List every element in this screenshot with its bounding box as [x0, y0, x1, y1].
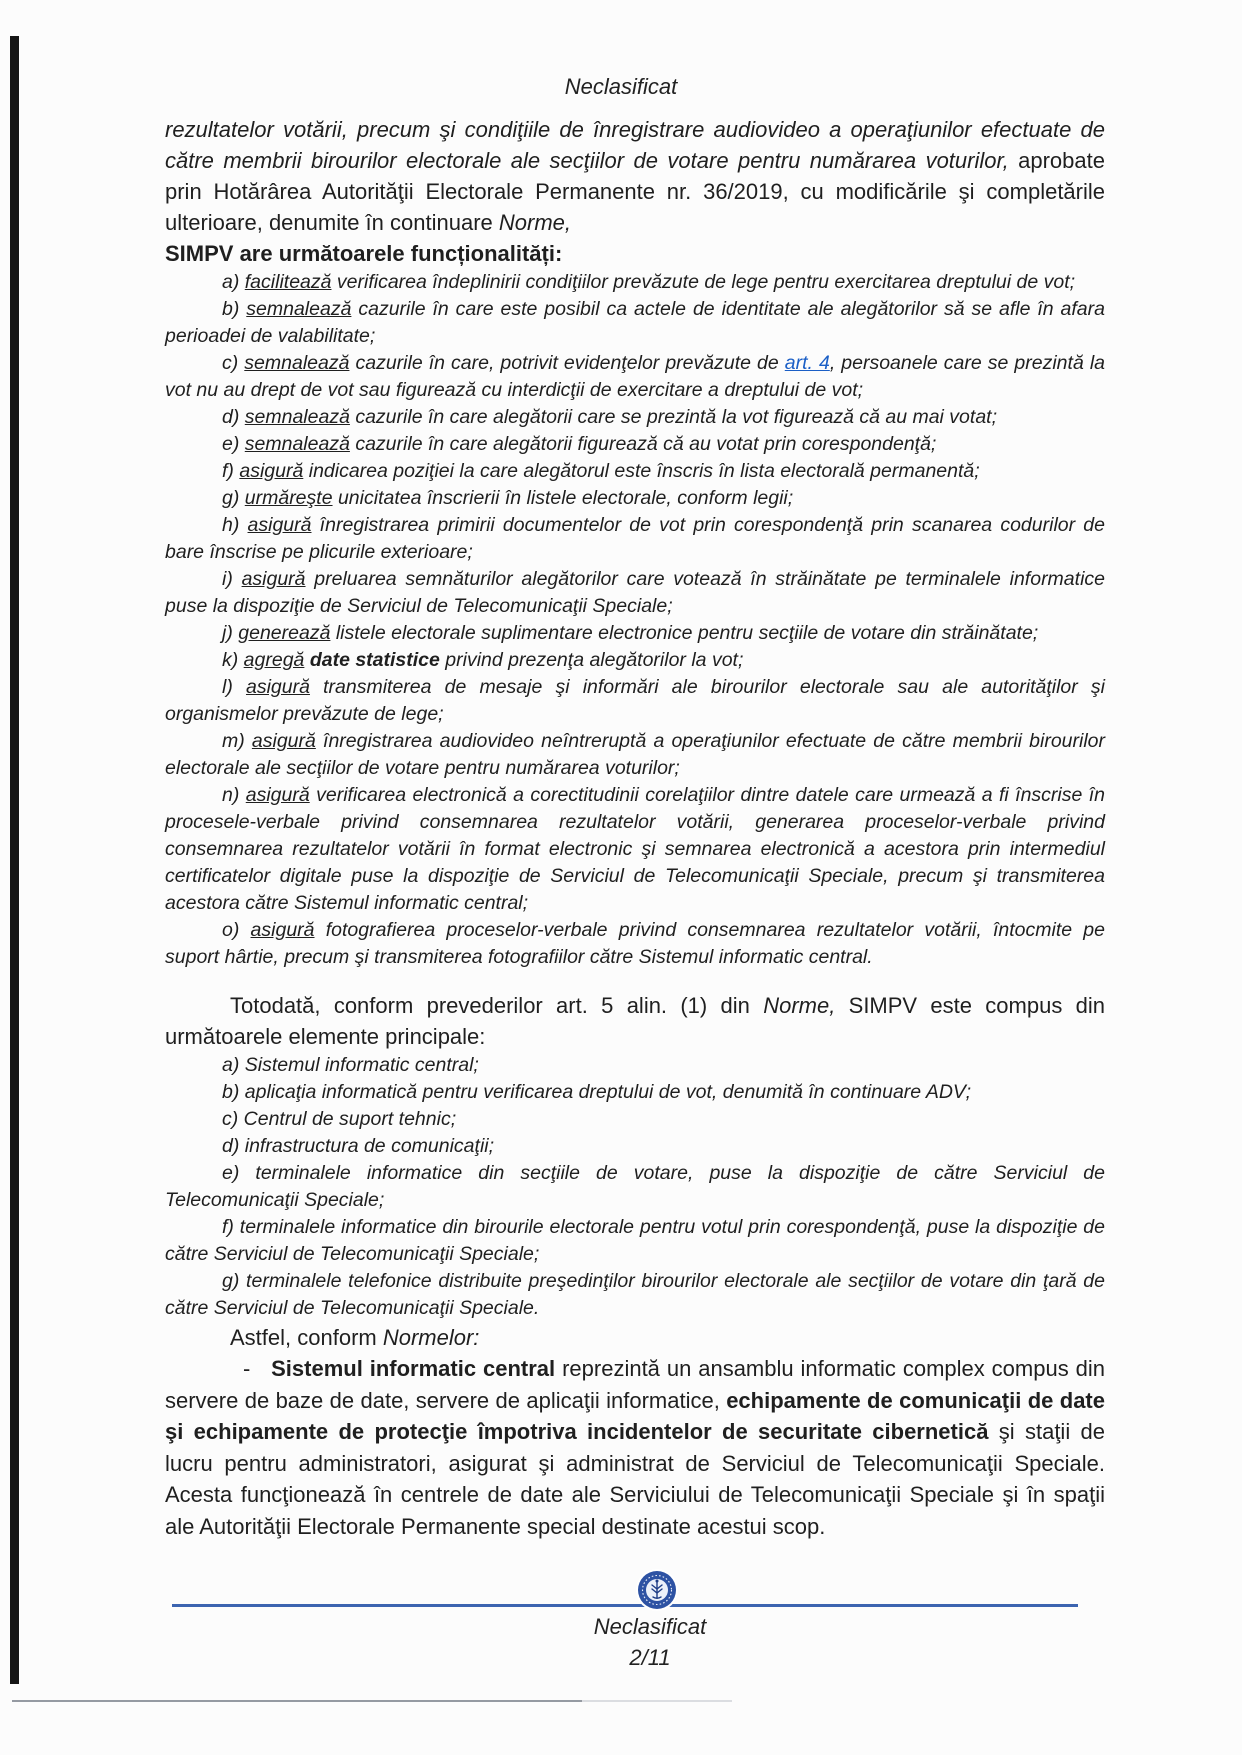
- text-run: unicitatea înscrierii în listele electorale, conform legii;: [332, 487, 794, 509]
- element-item-a: [165, 1052, 1105, 1079]
- text-run: verificarea electronică a corectitudinii corelaţiilor dintre datele care urmează a fi înscrise în procesele-verbale privind consemnarea rezultatelor votării, generarea proceselor-verbale privind consemnarea rezultatelor votării în format electronic şi semnarea electronică a acestora prin intermediul certificatelor digitale puse la dispoziţie de Serviciul de Telecomunicaţii Speciale, precum şi transmiterea acestora către Sistemul informatic central;: [165, 784, 1105, 914]
- text-run: asigură: [251, 730, 316, 752]
- element-item-g: [165, 1268, 1105, 1322]
- text-run: cazurile în care alegătorii figurează că au votat prin corespondenţă;: [349, 433, 937, 455]
- text-run: b): [222, 298, 247, 320]
- text-run: şi staţii de lucru pentru administratori, asigurat şi administrat de Serviciul de Telecomunicaţii Speciale. Acesta funcţionează în centrele de date ale Serviciului de Telecomunicaţii Speciale şi în spaţii ale Autorităţii Electorale Permanente special destinate acestui scop.: [165, 1419, 1105, 1539]
- text-run: d) infrastructura de comunicaţii;: [222, 1135, 495, 1157]
- list-item-f: [165, 458, 1105, 485]
- list-item-n: [165, 782, 1105, 917]
- heading-simpv-functionalitati: [165, 238, 1105, 269]
- text-run: înregistrarea primirii documentelor de vot prin corespondenţă prin scanarea codurilor de bare înscrise pe plicurile exterioare;: [165, 514, 1105, 563]
- list-item-j: [165, 620, 1105, 647]
- text-run: urmăreşte: [244, 487, 333, 509]
- text-run: listele electorale suplimentare electronice pentru secţiile de votare din străinătate;: [330, 622, 1039, 644]
- text-run: SIMPV are următoarele funcționalități:: [165, 241, 563, 266]
- text-run: Sistemul informatic central: [271, 1356, 556, 1381]
- text-run: e): [222, 433, 245, 455]
- text-run: g) terminalele telefonice distribuite preşedinţilor birourilor electorale ale secţiilor de votare din ţară de către Serviciul de Telecomunicaţii Speciale.: [165, 1270, 1105, 1319]
- element-item-e: [165, 1160, 1105, 1214]
- text-run: asigură: [245, 784, 310, 806]
- text-run: k): [222, 649, 244, 671]
- footer-page-number: 2/11: [629, 1645, 671, 1670]
- footer-rule: [172, 1604, 1078, 1607]
- scan-artifact-bottom-line-faint: [582, 1700, 732, 1702]
- text-run: privind prezenţa alegătorilor la vot;: [439, 649, 744, 671]
- list-item-h: [165, 512, 1105, 566]
- list-item-c: [165, 350, 1105, 404]
- text-run: f) terminalele informatice din birourile electorale pentru votul prin corespondenţă, puse la dispoziţie de către Serviciul de Telecomunicaţii Speciale;: [165, 1216, 1105, 1265]
- text-run: asigură: [241, 568, 306, 590]
- text-run: date statistice: [309, 649, 440, 671]
- text-run: Astfel, conform: [230, 1325, 383, 1350]
- text-run: preluarea semnăturilor alegătorilor care votează în străinătate pe terminalele informatice puse la dispoziţie de Serviciul de Telecomunicaţii Speciale;: [165, 568, 1105, 617]
- text-run: c): [222, 352, 245, 374]
- paragraph-intro: [165, 114, 1105, 238]
- list-item-a: [165, 269, 1105, 296]
- text-run: a) Sistemul informatic central;: [222, 1054, 479, 1076]
- paragraph-sistemul-informatic-central: [165, 1353, 1105, 1542]
- text-run: înregistrarea audiovideo neîntreruptă a operaţiunilor efectuate de către membrii birourilor electorale ale secţiilor de votare pentru numărarea voturilor;: [165, 730, 1106, 779]
- text-run: h): [222, 514, 248, 536]
- page-header-classification: Neclasificat: [564, 74, 678, 99]
- text-run: semnalează: [244, 433, 350, 455]
- text-run: asigură: [247, 514, 312, 536]
- text-run: b) aplicaţia informatică pentru verificarea dreptului de vot, denumită în continuare ADV;: [222, 1081, 971, 1103]
- text-run: echipamente de comunicaţii de date şi echipamente de protecţie împotriva incidentelor de securitate cibernetică: [165, 1387, 1105, 1444]
- text-run: facilitează: [244, 271, 332, 293]
- text-run: aprobate prin Hotărârea Autorităţii Electorale Permanente nr. 36/2019, cu modificările şi completările ulterioare, denumite în continuare: [165, 148, 1105, 235]
- text-run: d): [222, 406, 245, 428]
- list-item-l: [165, 674, 1105, 728]
- paragraph-totodata: [165, 990, 1105, 1052]
- text-run: cazurile în care este posibil ca actele de identitate ale alegătorilor să se afle în afara perioadei de valabilitate;: [165, 298, 1105, 347]
- text-run: asigură: [239, 460, 304, 482]
- list-item-g: [165, 485, 1105, 512]
- text-run: generează: [238, 622, 331, 644]
- sts-seal-logo: [635, 1568, 679, 1612]
- text-run: rezultatelor votării, precum şi condiţiile de înregistrare audiovideo a operaţiunilor efectuate de către membrii birourilor electorale ale secţiilor de votare pentru numărarea voturilor,: [165, 117, 1105, 173]
- element-item-d: [165, 1133, 1105, 1160]
- text-run: -: [243, 1356, 272, 1381]
- text-run: indicarea poziţiei la care alegătorul este înscris în lista electorală permanentă;: [303, 460, 980, 482]
- list-item-d: [165, 404, 1105, 431]
- element-item-c: [165, 1106, 1105, 1133]
- element-item-f: [165, 1214, 1105, 1268]
- text-run: verificarea îndeplinirii condiţiilor prevăzute de lege pentru exercitarea dreptului de vot;: [331, 271, 1076, 293]
- text-run: , persoanele care se prezintă la vot nu au drept de vot sau figurează cu interdicţii de exercitare a dreptului de vot;: [165, 352, 1106, 401]
- text-run: l): [222, 676, 246, 698]
- paragraph-astfel: [165, 1322, 1105, 1353]
- text-run: o): [222, 919, 251, 941]
- text-run: a): [222, 271, 245, 293]
- list-item-e: [165, 431, 1105, 458]
- text-run: Norme,: [763, 993, 836, 1018]
- art-4-link[interactable]: art. 4: [784, 352, 830, 374]
- text-run: Norme,: [498, 210, 571, 235]
- text-run: j): [222, 622, 239, 644]
- text-run: i): [222, 568, 242, 590]
- document-body: [165, 114, 1105, 1542]
- text-run: e) terminalele informatice din secţiile de votare, puse la dispoziţie de către Serviciul de Telecomunicaţii Speciale;: [165, 1162, 1105, 1211]
- text-run: f): [222, 460, 240, 482]
- list-item-b: [165, 296, 1105, 350]
- text-run: reprezintă un ansamblu informatic complex compus din servere de baze de date, servere de aplicaţii informatice,: [165, 1356, 1105, 1413]
- text-run: SIMPV este compus din următoarele elemente principale:: [165, 993, 1105, 1049]
- text-run: m): [222, 730, 252, 752]
- footer-classification: Neclasificat: [593, 1614, 707, 1639]
- text-run: Normelor:: [382, 1325, 480, 1350]
- text-run: Totodată, conform prevederilor art. 5 alin. (1) din: [230, 993, 764, 1018]
- text-run: semnalează: [244, 406, 350, 428]
- text-run: c) Centrul de suport tehnic;: [222, 1108, 457, 1130]
- list-item-m: [165, 728, 1105, 782]
- text-run: fotografierea proceselor-verbale privind consemnarea rezultatelor votării, întocmite pe suport hârtie, precum şi transmiterea fotografiilor către Sistemul informatic central.: [165, 919, 1105, 968]
- text-run: semnalează: [244, 352, 350, 374]
- text-run: cazurile în care, potrivit evidenţelor prevăzute de: [349, 352, 785, 374]
- text-run: asigură: [245, 676, 310, 698]
- text-run: g): [222, 487, 245, 509]
- element-item-b: [165, 1079, 1105, 1106]
- scan-artifact-bottom-line: [12, 1700, 582, 1702]
- text-run: n): [222, 784, 246, 806]
- text-run: asigură: [250, 919, 315, 941]
- text-run: transmiterea de mesaje şi informări ale birourilor electorale sau ale autorităţilor şi organismelor prevăzute de lege;: [165, 676, 1105, 725]
- scan-artifact-left-edge: [10, 36, 19, 1684]
- text-run: semnalează: [246, 298, 352, 320]
- list-item-k: [165, 647, 1105, 674]
- list-item-o: [165, 917, 1105, 971]
- list-item-i: [165, 566, 1105, 620]
- text-run: agregă: [243, 649, 305, 671]
- text-run: cazurile în care alegătorii care se prezintă la vot figurează că au mai votat;: [349, 406, 998, 428]
